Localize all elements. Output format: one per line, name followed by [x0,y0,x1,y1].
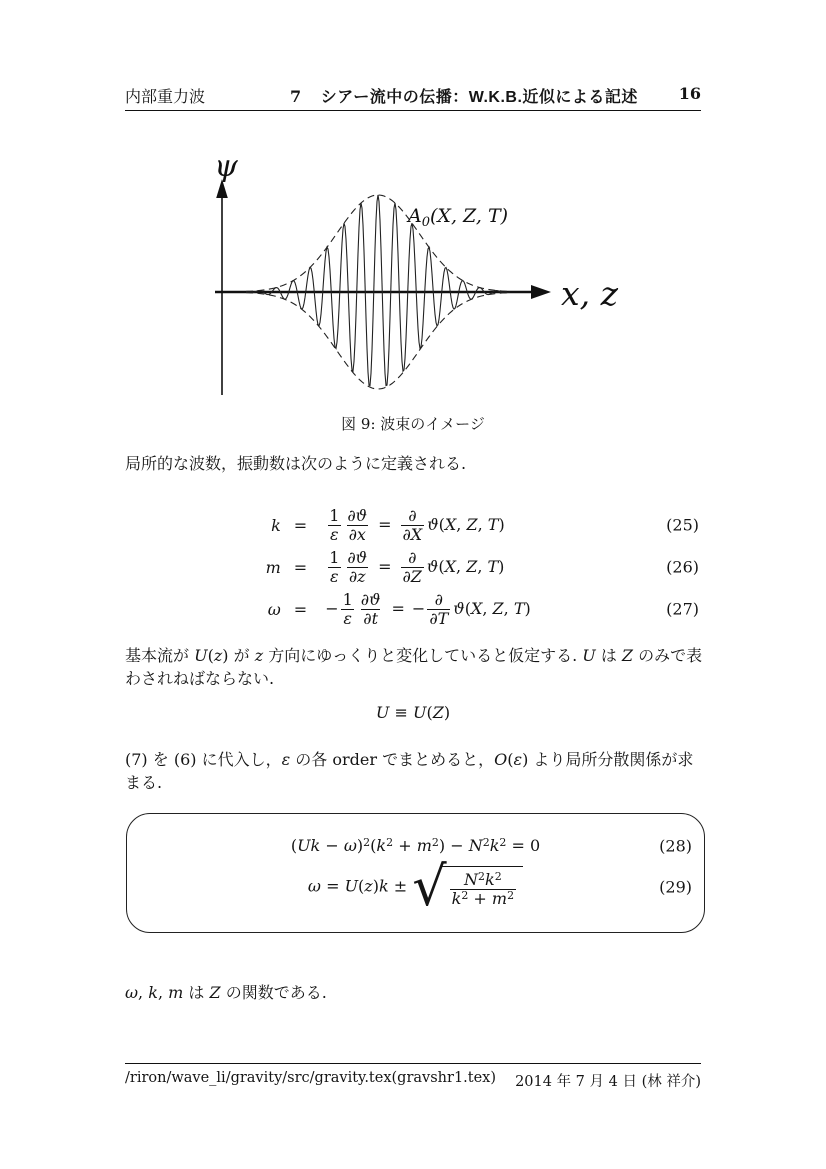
figure-caption: 図 9: 波束のイメージ [341,415,485,433]
paragraph-basic-flow-line1: 基本流が U(z) が z 方向にゆっくりと変化していると仮定する. U は Z のみで表 [125,646,703,665]
paragraph-functions-of-z: ω, k, m は Z の関数である. [125,983,327,1002]
equation-group [125,504,701,630]
footer-rule [125,1063,701,1064]
paragraph-basic-flow [125,644,703,690]
wave-packet-figure [180,135,632,403]
paragraph-substitution: (7) を (6) に代入し，ε の各 order でまとめると，O(ε) より局所分散関係が求まる. [125,750,694,792]
equation-row: k = $\frac{1}{\varepsilon}$ $\frac{\partial ϑ}{\partial x}$ = $\frac{\partial}{\partial X}$ ϑ(X, Z, T) (25) [271,505,699,544]
psi-axis-label: ψ [214,149,238,184]
page-footer [125,1070,701,1091]
equation-row: ω = − $\frac{1}{\varepsilon}$ $\frac{\partial ϑ}{\partial t}$ = − $\frac{\partial}{\partial T}$ ϑ(X, Z, T) (27) [267,589,699,628]
square-root: √ $\frac{N^2k^2}{k^2 + m^2}$ [412,864,523,910]
header-rule [125,110,701,111]
equation-row: m = $\frac{1}{\varepsilon}$ $\frac{\partial ϑ}{\partial z}$ = $\frac{\partial}{\partial Z}$ ϑ(X, Z, T) (26) [265,547,699,586]
header-doc-title: 内部重力波 [125,87,206,106]
paragraph-basic-flow-line2: わされねばならない. [125,669,275,688]
header-section-number: 7 [290,87,302,106]
envelope-bottom-dashed-curve [246,293,510,389]
equation-29-row: ω = U(z)k ± √ $\frac{N^2k^2}{k^2 + m^2}$ (29) [307,855,692,918]
dispersion-relation-box [126,813,705,933]
identity-equation: U ≡ U(Z) [375,703,451,722]
equation-28-row: $(Uk - \omega)^2(k^2 + m^2) - N^2k^2 = 0$ (28) [290,836,692,855]
header-section-heading [290,84,638,107]
xz-axis-arrowhead-icon [531,285,551,299]
footer-file-path: /riron/wave_li/gravity/src/gravity.tex(gravshr1.tex) [125,1070,497,1086]
footer-date-author: 2014 年 7 月 4 日 (林 祥介) [515,1074,701,1090]
page-header [125,84,701,110]
header-section-title: シアー流中の伝播：W.K.B.近似による記述 [320,89,638,106]
xz-axis-label: x, z [561,274,618,313]
envelope-amplitude-label: $A_0(X$, Z, T) [408,205,509,230]
paragraph-definition-intro: 局所的な波数，振動数は次のように定義される. [125,454,467,473]
page-number: 16 [678,84,701,103]
